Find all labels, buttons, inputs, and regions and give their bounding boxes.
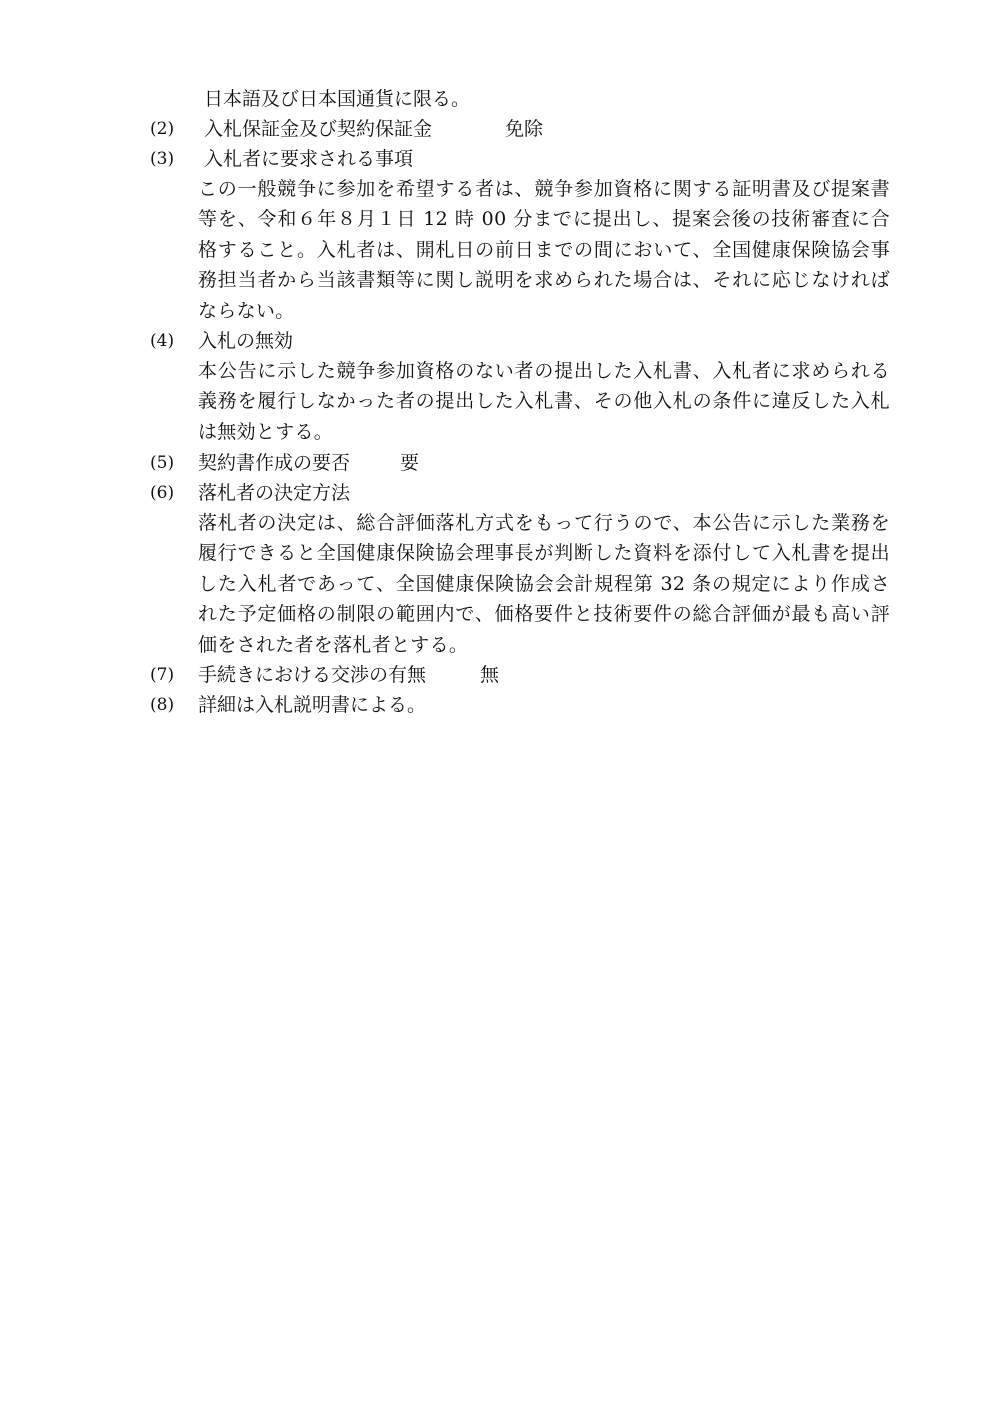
item-6-heading: 落札者の決定方法 [198,482,351,504]
item-5-heading: 契約書作成の要否 [198,452,351,474]
continued-line: 日本語及び日本国通貨に限る。 [204,88,471,110]
item-7-number: (7) [150,665,175,685]
item-2-number: (2) [150,119,175,139]
item-6-body: 落札者の決定は、総合評価落札方式をもって行うので、本公告に示した業務を履行できると全国健康保険協会理事長が判断した資料を添付して入札書を提出した入札者であって、全国健康保険協会会計規程第 32 条の規定により作成された予定価格の制限の範囲内で、価格要件と技術要件の総合評価が最も高い評価をされた者を落札者とする。 [198,512,890,656]
item-2-heading: 入札保証金及び契約保証金 [204,118,433,140]
item-4-number: (4) [150,331,175,351]
item-6-number: (6) [150,483,175,503]
item-4-heading: 入札の無効 [198,330,294,352]
item-8-heading: 詳細は入札説明書による。 [198,694,427,716]
item-3-number: (3) [150,149,175,169]
item-2-value: 免除 [505,118,544,140]
item-4-body: 本公告に示した競争参加資格のない者の提出した入札書、入札者に求められる義務を履行しなかった者の提出した入札書、その他入札の条件に違反した入札は無効とする。 [198,360,890,443]
item-5-value: 要 [400,452,420,474]
item-7-heading: 手続きにおける交渉の有無 [198,664,427,686]
item-8-number: (8) [150,695,175,715]
item-3-heading: 入札者に要求される事項 [204,148,414,170]
item-3-body: この一般競争に参加を希望する者は、競争参加資格に関する証明書及び提案書等を、令和６年８月１日 12 時 00 分までに提出し、提案会後の技術審査に合格すること。入札者は、開札日の前日までの間において、全国健康保険協会事務担当者から当該書類等に関し説明を求められた場合は、それに応じなければならない。 [198,178,890,322]
item-7-value: 無 [480,664,500,686]
item-5-number: (5) [150,453,175,473]
